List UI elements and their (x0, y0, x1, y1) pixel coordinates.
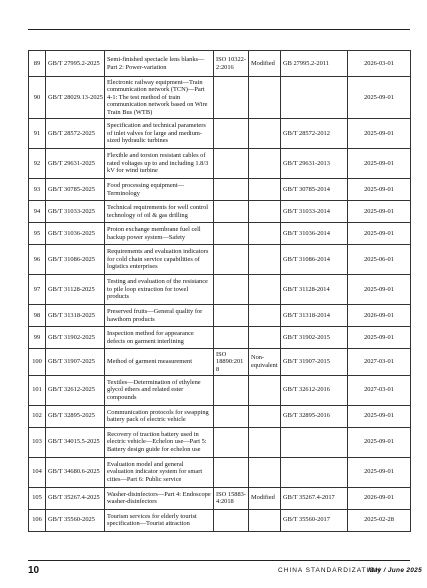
row-number-cell: 96 (29, 245, 46, 275)
standard-title-cell: Specification and technical parameters of inlet valves for large and medium-sized hydraulic turbines (105, 119, 214, 149)
standard-code-cell: GB/T 32895-2025 (46, 405, 105, 427)
row-number-cell: 89 (29, 51, 46, 77)
row-number-cell: 105 (29, 487, 46, 509)
adoption-relation-cell (249, 275, 281, 305)
international-standard-cell (214, 179, 249, 201)
standard-title-cell: Requirements and evaluation indicators for cold chain service capabilities of logistics enterprises (105, 245, 214, 275)
row-number-cell: 99 (29, 327, 46, 349)
footer-rule (28, 560, 410, 561)
adoption-relation-cell (249, 119, 281, 149)
international-standard-cell (214, 119, 249, 149)
table-row (29, 201, 411, 223)
adoption-relation-cell (249, 179, 281, 201)
table-row (29, 509, 411, 531)
row-number-cell: 98 (29, 305, 46, 327)
table-row (29, 275, 411, 305)
magazine-name: CHINA STANDARDIZATION (278, 567, 382, 574)
table-body (29, 51, 411, 532)
replaced-standard-cell: GB/T 28572-2012 (281, 119, 348, 149)
standard-title-cell: Semi-finished spectacle lens blanks—Part 2: Power-variation (105, 51, 214, 77)
implementation-date-cell: 2025-09-01 (348, 149, 411, 179)
implementation-date-cell: 2025-09-01 (348, 119, 411, 149)
international-standard-cell (214, 275, 249, 305)
standard-title-cell: Inspection method for appearance defects on garment interlining (105, 327, 214, 349)
row-number-cell: 92 (29, 149, 46, 179)
table-row (29, 119, 411, 149)
standard-code-cell: GB/T 34015.5-2025 (46, 427, 105, 457)
standard-code-cell: GB/T 31128-2025 (46, 275, 105, 305)
row-number-cell: 101 (29, 375, 46, 405)
international-standard-cell (214, 77, 249, 119)
adoption-relation-cell (249, 149, 281, 179)
standard-code-cell: GB/T 31033-2025 (46, 201, 105, 223)
row-number-cell: 104 (29, 457, 46, 487)
international-standard-cell (214, 457, 249, 487)
replaced-standard-cell: GB/T 32612-2016 (281, 375, 348, 405)
row-number-cell: 100 (29, 349, 46, 376)
row-number-cell: 103 (29, 427, 46, 457)
implementation-date-cell: 2025-09-01 (348, 457, 411, 487)
replaced-standard-cell: GB/T 29631-2013 (281, 149, 348, 179)
row-number-cell: 91 (29, 119, 46, 149)
table-row (29, 51, 411, 77)
international-standard-cell (214, 427, 249, 457)
international-standard-cell: ISO 15883-4:2018 (214, 487, 249, 509)
standard-code-cell: GB/T 30785-2025 (46, 179, 105, 201)
replaced-standard-cell: GB/T 31033-2014 (281, 201, 348, 223)
replaced-standard-cell: GB/T 31907-2015 (281, 349, 348, 376)
row-number-cell: 102 (29, 405, 46, 427)
adoption-relation-cell (249, 305, 281, 327)
standards-table (28, 50, 411, 532)
standard-code-cell: GB/T 28572-2025 (46, 119, 105, 149)
implementation-date-cell: 2025-06-01 (348, 245, 411, 275)
implementation-date-cell: 2026-09-01 (348, 305, 411, 327)
international-standard-cell (214, 509, 249, 531)
replaced-standard-cell (281, 427, 348, 457)
international-standard-cell (214, 223, 249, 245)
replaced-standard-cell: GB/T 31128-2014 (281, 275, 348, 305)
implementation-date-cell: 2025-09-01 (348, 327, 411, 349)
row-number-cell: 93 (29, 179, 46, 201)
page-footer (28, 560, 422, 582)
table-row (29, 179, 411, 201)
implementation-date-cell: 2026-03-01 (348, 51, 411, 77)
international-standard-cell (214, 405, 249, 427)
replaced-standard-cell: GB 27995.2-2011 (281, 51, 348, 77)
row-number-cell: 106 (29, 509, 46, 531)
row-number-cell: 90 (29, 77, 46, 119)
standard-title-cell: Testing and evaluation of the resistance to pile loop extraction for towel products (105, 275, 214, 305)
international-standard-cell (214, 327, 249, 349)
standard-code-cell: GB/T 35560-2025 (46, 509, 105, 531)
implementation-date-cell: 2027-03-01 (348, 349, 411, 376)
table-row (29, 327, 411, 349)
standard-code-cell: GB/T 27995.2-2025 (46, 51, 105, 77)
standard-code-cell: GB/T 31907-2025 (46, 349, 105, 376)
replaced-standard-cell: GB/T 31318-2014 (281, 305, 348, 327)
standard-code-cell: GB/T 35267.4-2025 (46, 487, 105, 509)
standard-title-cell: Electronic railway equipment—Train communication network (TCN)—Part 4-1: The test method of train communication network based on Wire Train Bus (WTB) (105, 77, 214, 119)
standard-title-cell: Communication protocols for swapping battery pack of electric vehicle (105, 405, 214, 427)
international-standard-cell (214, 305, 249, 327)
implementation-date-cell: 2025-09-01 (348, 427, 411, 457)
replaced-standard-cell: GB/T 35560-2017 (281, 509, 348, 531)
implementation-date-cell: 2025-09-01 (348, 405, 411, 427)
replaced-standard-cell: GB/T 31086-2014 (281, 245, 348, 275)
adoption-relation-cell (249, 405, 281, 427)
adoption-relation-cell (249, 223, 281, 245)
adoption-relation-cell: Non-equivalent (249, 349, 281, 376)
adoption-relation-cell (249, 201, 281, 223)
replaced-standard-cell: GB/T 35267.4-2017 (281, 487, 348, 509)
table-row (29, 427, 411, 457)
standard-code-cell: GB/T 29631-2025 (46, 149, 105, 179)
standard-code-cell: GB/T 31318-2025 (46, 305, 105, 327)
standard-code-cell: GB/T 31086-2025 (46, 245, 105, 275)
adoption-relation-cell (249, 509, 281, 531)
adoption-relation-cell: Modified (249, 487, 281, 509)
replaced-standard-cell: GB/T 31036-2014 (281, 223, 348, 245)
international-standard-cell (214, 201, 249, 223)
table-row (29, 487, 411, 509)
standard-title-cell: Tourism services for elderly tourist specification—Tourist attraction (105, 509, 214, 531)
standard-code-cell: GB/T 32612-2025 (46, 375, 105, 405)
implementation-date-cell: 2025-09-01 (348, 77, 411, 119)
table-row (29, 405, 411, 427)
standard-code-cell: GB/T 28029.13-2025 (46, 77, 105, 119)
table-row (29, 223, 411, 245)
implementation-date-cell: 2026-09-01 (348, 487, 411, 509)
adoption-relation-cell (249, 327, 281, 349)
issue-label: May / June 2025 (368, 567, 422, 574)
table-row (29, 375, 411, 405)
table-row (29, 245, 411, 275)
implementation-date-cell: 2025-09-01 (348, 179, 411, 201)
replaced-standard-cell: GB/T 31902-2015 (281, 327, 348, 349)
table-row (29, 349, 411, 376)
adoption-relation-cell (249, 375, 281, 405)
standard-title-cell: Recovery of traction battery used in electric vehicle—Echelon use—Part 5: Battery design guide for echelon use (105, 427, 214, 457)
standard-code-cell: GB/T 31036-2025 (46, 223, 105, 245)
international-standard-cell (214, 245, 249, 275)
implementation-date-cell: 2025-02-28 (348, 509, 411, 531)
table-row (29, 77, 411, 119)
standard-title-cell: Proton exchange membrane fuel cell backup power system—Safety (105, 223, 214, 245)
standard-title-cell: Technical requirements for well control technology of oil & gas drilling (105, 201, 214, 223)
standard-title-cell: Washer-disinfectors—Part 4: Endoscope washer-disinfectors (105, 487, 214, 509)
implementation-date-cell: 2025-09-01 (348, 201, 411, 223)
row-number-cell: 94 (29, 201, 46, 223)
standard-code-cell: GB/T 34680.6-2025 (46, 457, 105, 487)
standard-code-cell: GB/T 31902-2025 (46, 327, 105, 349)
international-standard-cell: ISO 18890:2018 (214, 349, 249, 376)
replaced-standard-cell (281, 457, 348, 487)
adoption-relation-cell (249, 427, 281, 457)
table-row (29, 305, 411, 327)
standard-title-cell: Flexible and torsion resistant cables of rated voltages up to and including 1.8/3 kV for wind turbine (105, 149, 214, 179)
implementation-date-cell: 2025-09-01 (348, 223, 411, 245)
page-number: 10 (28, 565, 40, 576)
implementation-date-cell: 2027-03-01 (348, 375, 411, 405)
adoption-relation-cell: Modified (249, 51, 281, 77)
standard-title-cell: Food processing equipment—Terminology (105, 179, 214, 201)
row-number-cell: 97 (29, 275, 46, 305)
standard-title-cell: Evaluation model and general evaluation indicator system for smart cities—Part 6: Public service (105, 457, 214, 487)
adoption-relation-cell (249, 245, 281, 275)
adoption-relation-cell (249, 457, 281, 487)
replaced-standard-cell: GB/T 30785-2014 (281, 179, 348, 201)
international-standard-cell: ISO 10322-2:2016 (214, 51, 249, 77)
international-standard-cell (214, 375, 249, 405)
adoption-relation-cell (249, 77, 281, 119)
table-row (29, 457, 411, 487)
table-row (29, 149, 411, 179)
replaced-standard-cell (281, 77, 348, 119)
international-standard-cell (214, 149, 249, 179)
replaced-standard-cell: GB/T 32895-2016 (281, 405, 348, 427)
standard-title-cell: Preserved fruits—General quality for hawthorn products (105, 305, 214, 327)
implementation-date-cell: 2025-09-01 (348, 275, 411, 305)
top-rule (28, 29, 410, 30)
standard-title-cell: Textiles—Determination of ethylene glycol ethers and related ester compounds (105, 375, 214, 405)
standard-title-cell: Method of garment measurement (105, 349, 214, 376)
row-number-cell: 95 (29, 223, 46, 245)
